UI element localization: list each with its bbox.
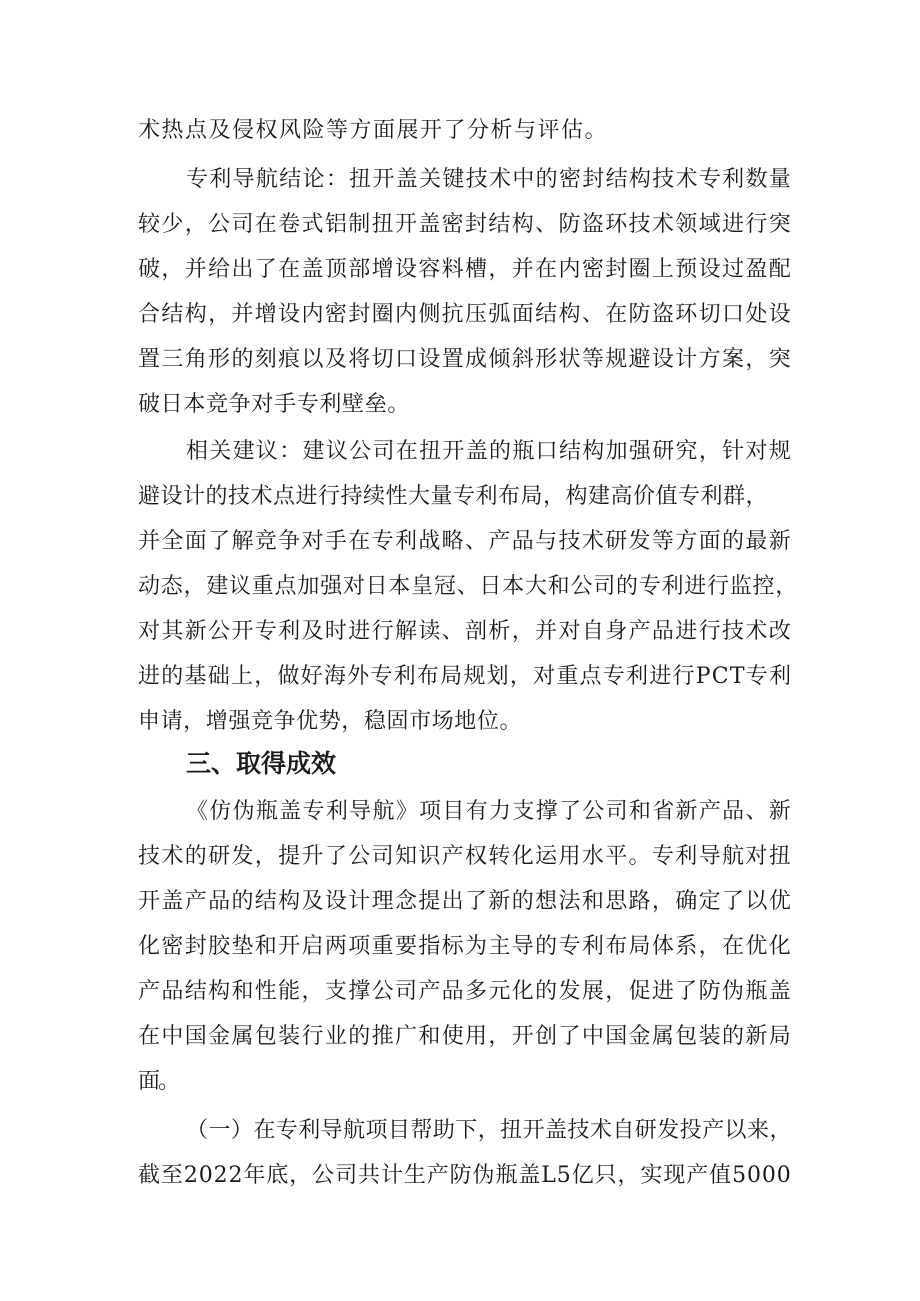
paragraph-line: 技术的研发，提升了公司知识产权转化运用水平。专利导航对扭 <box>138 844 793 869</box>
paragraph-line: 对其新公开专利及时进行解读、剖析，并对自身产品进行技术改 <box>138 619 793 644</box>
paragraph-line: 破，并给出了在盖顶部增设容料槽，并在内密封圈上预设过盈配 <box>138 257 793 282</box>
paragraph-line: 专利导航结论：扭开盖关键技术中的密封结构技术专利数量 <box>186 167 793 192</box>
paragraph-line: 开盖产品的结构及设计理念提出了新的想法和思路，确定了以优 <box>138 889 793 914</box>
paragraph-line: 置三角形的刻痕以及将切口设置成倾斜形状等规避设计方案，突 <box>138 347 793 372</box>
paragraph-line: （一）在专利导航项目帮助下，扭开盖技术自研发投产以来， <box>186 1118 792 1143</box>
paragraph-line: 进的基础上，做好海外专利布局规划，对重点专利进行PCT专利 <box>138 664 793 689</box>
paragraph-line: 并全面了解竞争对手在专利战略、产品与技术研发等方面的最新 <box>138 529 793 554</box>
paragraph-line: 避设计的技术点进行持续性大量专利布局，构建高价值专利群， <box>138 484 769 509</box>
paragraph-line: 截至2022年底，公司共计生产防伪瓶盖L5亿只，实现产值5000 <box>138 1163 792 1188</box>
paragraph-line: 动态，建议重点加强对日本皇冠、日本大和公司的专利进行监控， <box>138 574 799 599</box>
paragraph-line: 申请，增强竞争优势，稳固市场地位。 <box>138 709 523 734</box>
paragraph-line: 化密封胶垫和开启两项重要指标为主导的专利布局体系，在优化 <box>138 934 793 959</box>
paragraph-line: 《仿伪瓶盖专利导航》项目有力支撑了公司和省新产品、新 <box>186 799 793 824</box>
section-heading: 三、取得成效 <box>186 749 337 778</box>
paragraph-line: 较少，公司在卷式铝制扭开盖密封结构、防盗环技术领域进行突 <box>138 212 793 237</box>
paragraph-line: 在中国金属包装行业的推广和使用，开创了中国金属包装的新局 <box>138 1024 793 1049</box>
paragraph-line: 相关建议：建议公司在扭开盖的瓶口结构加强研究，针对规 <box>186 439 793 464</box>
paragraph-line: 产品结构和性能，支撑公司产品多元化的发展，促进了防伪瓶盖 <box>138 979 793 1004</box>
paragraph-line: 破日本竞争对手专利壁垒。 <box>138 392 411 417</box>
paragraph-line: 面。 <box>138 1069 179 1094</box>
paragraph-line: 术热点及侵权风险等方面展开了分析与评估。 <box>138 118 609 143</box>
paragraph-line: 合结构，并增设内密封圈内侧抗压弧面结构、在防盗环切口处设 <box>138 302 793 327</box>
